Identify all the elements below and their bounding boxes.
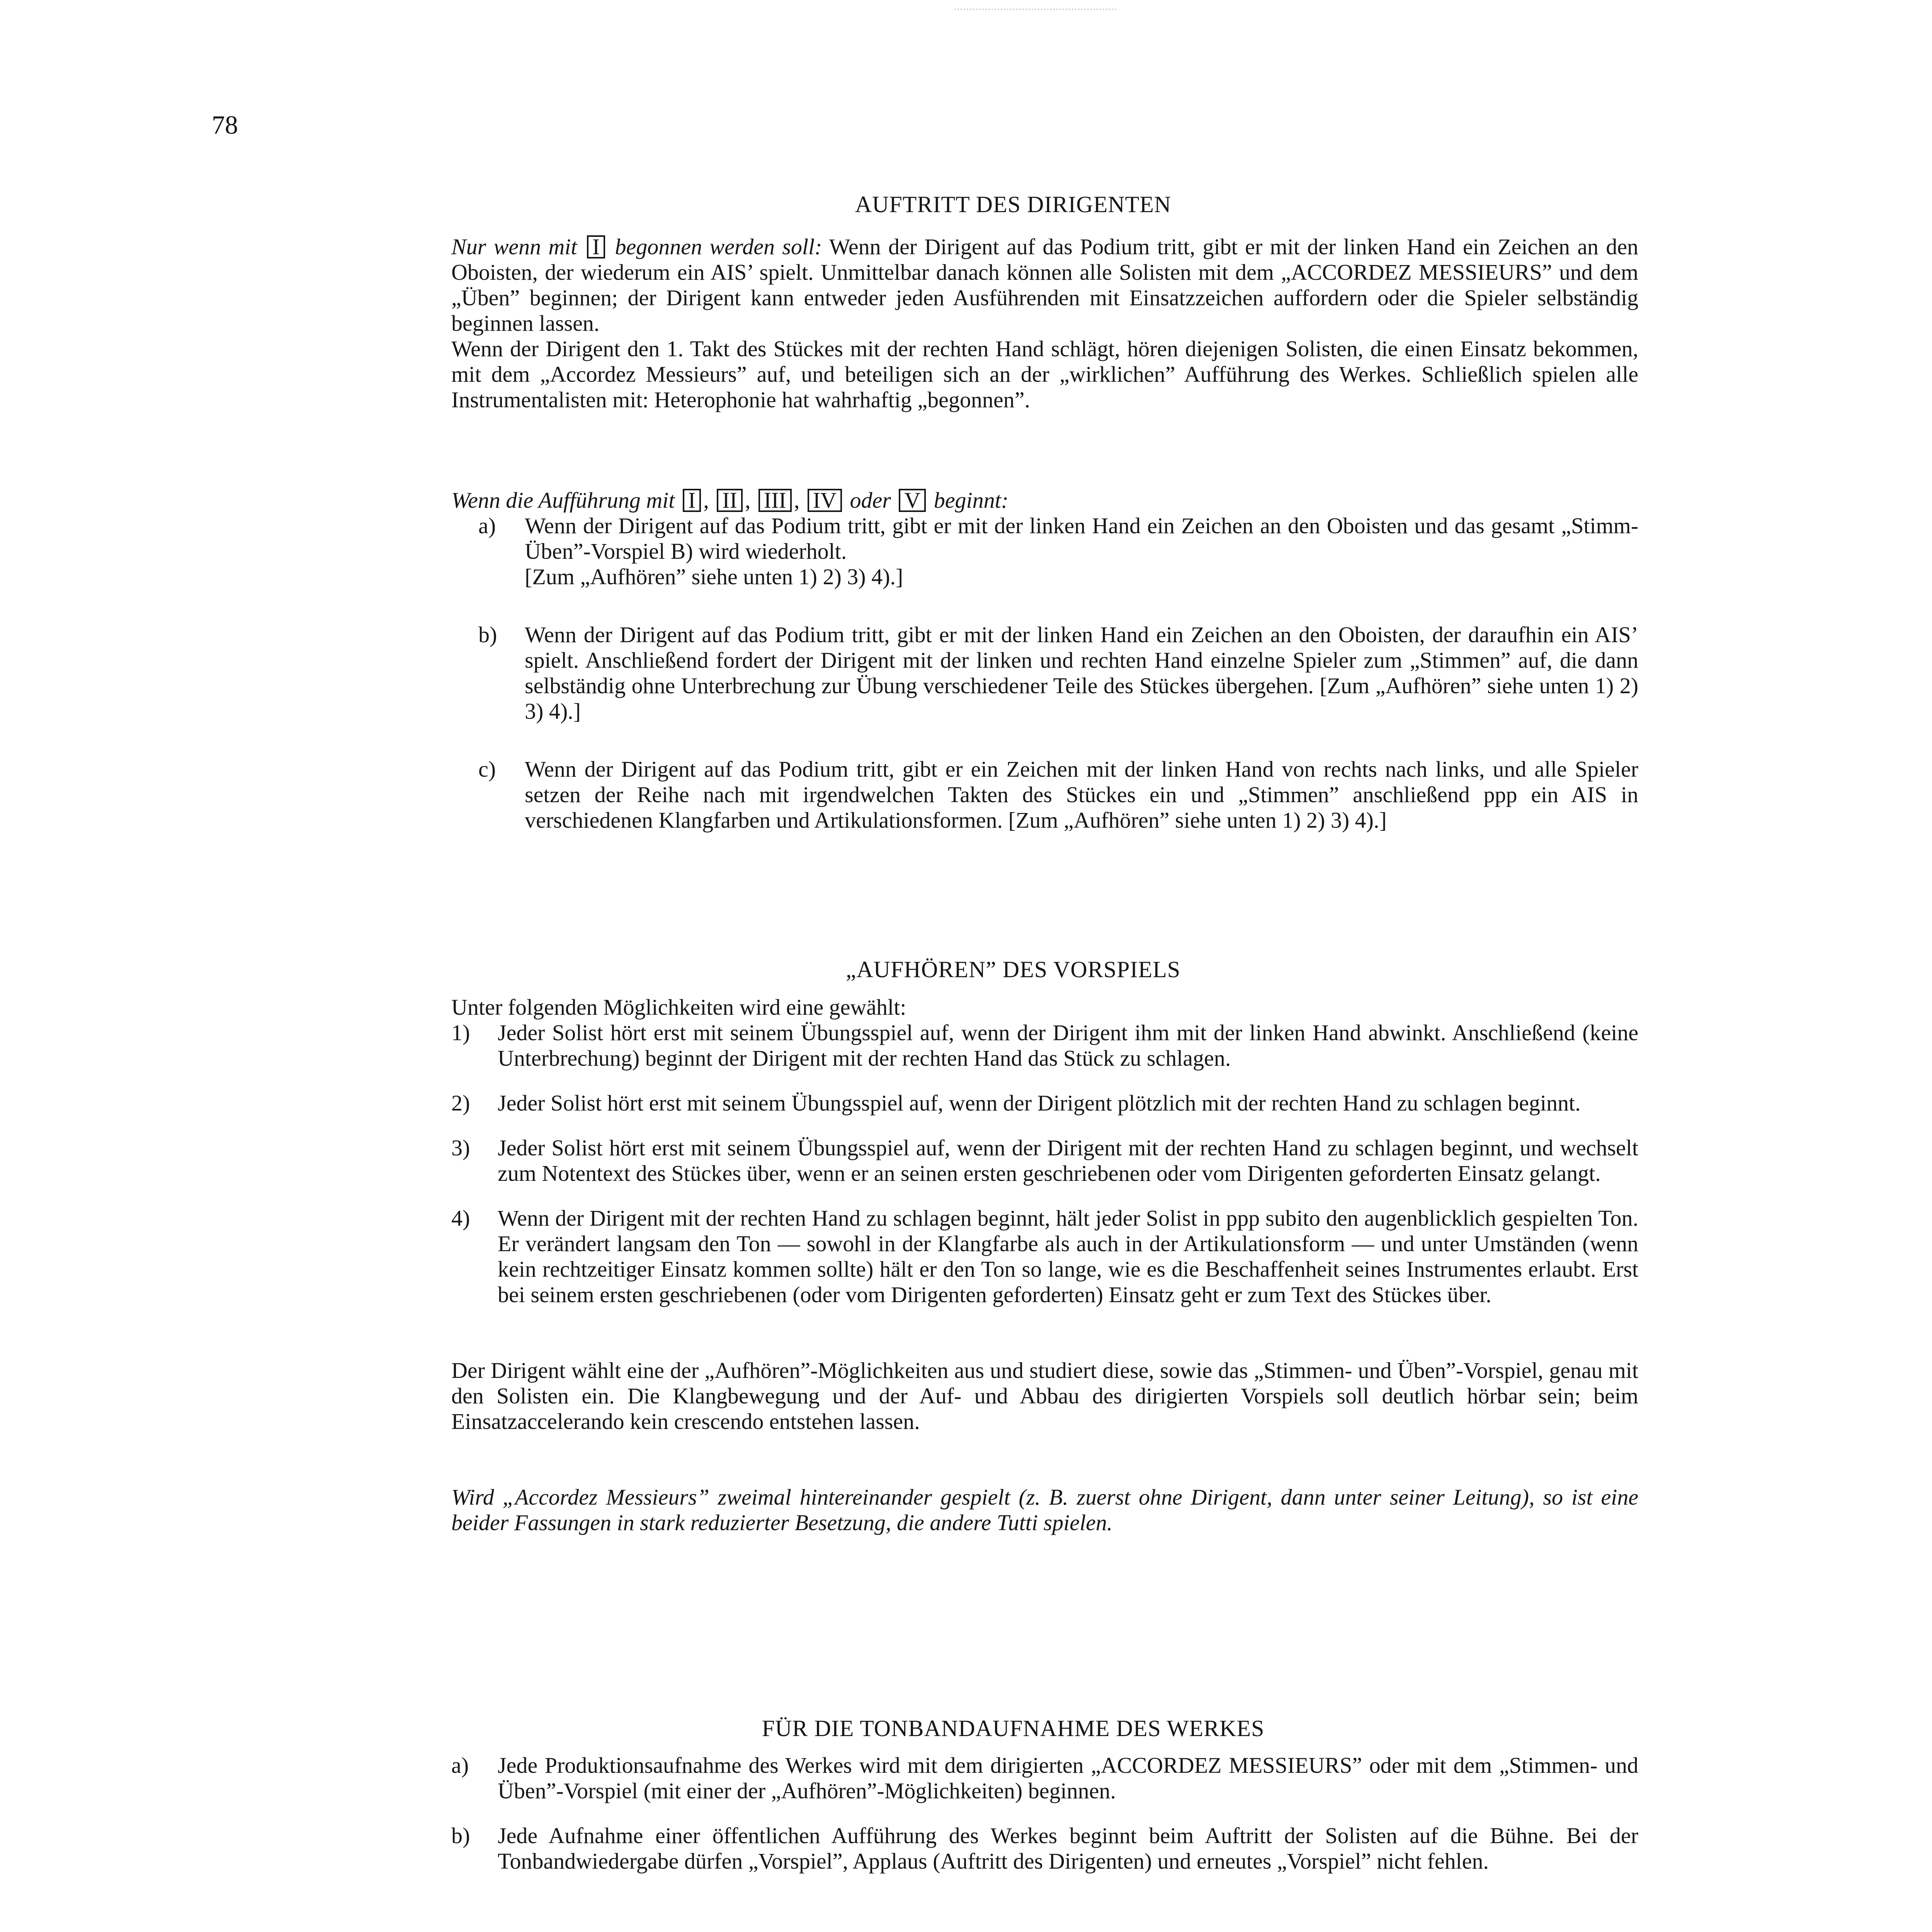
auffuehrung-lead [451,488,1638,513]
section-tonband [451,1753,1638,1874]
lead-italic-a: Nur wenn mit [451,234,577,259]
heading-aufhoeren: „AUFHÖREN” DES VORSPIELS [845,957,1181,982]
movement-box-I: I [587,235,605,259]
auftritt-text: Wenn der Dirigent auf das Podium tritt, gibt er mit der linken Hand ein Zeichen an den Oboisten, der wiederum ein AIS’ spielt. Unmittelbar danach können alle Solisten mit dem „ACCORDEZ MESSIEURS” und dem „Üben” beginnen; der Dirigent kann entweder jeden Ausführenden mit Einsatzzeichen auffordern oder die Spieler selbständig beginnen lassen. [451,234,1639,336]
page-number: 78 [212,110,238,139]
auftritt-paragraph-2: Wenn der Dirigent den 1. Takt des Stückes mit der rechten Hand schlägt, hören diejenigen Solisten, die einen Einsatz bekommen, mit dem „Accordez Messieurs” auf, und beteiligen sich an der „wirklichen” Aufführung des Werkes. Schließlich spielen alle Instrumentalisten mit: Heterophonie hat wahrhaftig „begonnen”. [451,336,1638,412]
list-label: a) [451,1753,469,1778]
list-label: a) [478,513,496,538]
heading-auftritt: AUFTRITT DES DIRIGENTEN [855,192,1172,217]
separator: , [794,488,800,513]
list-label: 4) [451,1206,470,1231]
lead-italic-b: begonnen werden soll: [615,234,822,259]
list-text: Jede Produktionsaufnahme des Werkes wird mit dem dirigierten „ACCORDEZ MESSIEURS” oder mit dem „Stimmen- und Üben”-Vorspiel (mit einer der „Aufhören”-Möglichkeiten) beginnen. [498,1753,1638,1803]
italic-note: Wird „Accordez Messieurs” zweimal hintereinander gespielt (z. B. zuerst ohne Dirigent, dann unter seiner Leitung), so ist eine beider Fassungen in stark reduzierter Besetzung, die andere Tutti spielen. [451,1485,1638,1535]
list-label: 1) [451,1020,470,1045]
list-item-3 [451,1135,1638,1186]
separator: , [745,488,751,513]
list-label: c) [478,757,496,782]
list-item-a [451,1753,1638,1804]
lead-italic-a: Wenn die Aufführung mit [451,488,675,513]
list-item-4 [451,1206,1638,1308]
list-label: 2) [451,1090,470,1116]
dirigent-paragraph: Der Dirigent wählt eine der „Aufhören”-Möglichkeiten aus und studiert diese, sowie das „Stimmen- und Üben”-Vorspiel, genau mit den Solisten ein. Die Klangbewegung und der Auf- und Abbau des dirigierten Vorspiels soll deutlich hörbar sein; beim Einsatzaccelerando kein crescendo entstehen lassen. [451,1358,1638,1434]
list-text-2: [Zum „Aufhören” siehe unten 1) 2) 3) 4).] [525,564,903,589]
movement-box-III: III [759,489,792,512]
list-item-2 [451,1090,1638,1116]
oder-word: oder [850,488,891,513]
separator: , [703,488,709,513]
list-item-a [451,513,1638,590]
list-text: Jeder Solist hört erst mit seinem Übungsspiel auf, wenn der Dirigent plötzlich mit der rechten Hand zu schlagen beginnt. [498,1090,1581,1116]
list-item-b [451,622,1638,724]
lead-italic-b: beginnt: [934,488,1009,513]
list-text: Jeder Solist hört erst mit seinem Übungsspiel auf, wenn der Dirigent mit der rechten Hand zu schlagen beginnt, und wechselt zum Notentext des Stückes über, wenn er an seinen ersten geschriebenen oder vom Dirigenten geforderten Einsatz gelangt. [498,1135,1638,1186]
aufhoeren-intro: Unter folgenden Möglichkeiten wird eine gewählt: [451,995,906,1020]
list-text: Wenn der Dirigent auf das Podium tritt, gibt er mit der linken Hand ein Zeichen an den Oboisten und das gesamt „Stimm-Üben”-Vorspiel B) wird wiederholt. [525,513,1638,564]
movement-box-I: I [683,489,701,512]
section-auftritt [451,234,1638,413]
list-text: Wenn der Dirigent mit der rechten Hand zu schlagen beginnt, hält jeder Solist in ppp subito den augenblicklich gespielten Ton. Er verändert langsam den Ton — sowohl in der Klangfarbe als auch in der Artikulationsform — und unter Umständen (wenn kein rechtzeitiger Einsatz kommen sollte) hält er den Ton so lange, wie es die Beschaffenheit seines Instrumentes erlaubt. Erst bei seinem ersten geschriebenen (oder vom Dirigenten geforderten) Einsatz geht er zum Text des Stückes über. [498,1206,1638,1307]
section-aufhoeren [451,995,1638,1536]
list-text: Jeder Solist hört erst mit seinem Übungsspiel auf, wenn der Dirigent ihm mit der linken Hand abwinkt. Anschließend (keine Unterbrechung) beginnt der Dirigent mit der rechten Hand das Stück zu schlagen. [498,1020,1638,1071]
list-label: b) [451,1823,470,1848]
list-item-c [451,757,1638,833]
list-label: b) [478,622,497,647]
list-item-b [451,1823,1638,1874]
auftritt-paragraph [451,234,1638,336]
list-text: Jede Aufnahme einer öffentlichen Aufführung des Werkes beginnt beim Auftritt der Solisten auf die Bühne. Bei der Tonbandwiedergabe dürfen „Vorspiel”, Applaus (Auftritt des Dirigenten) und erneutes „Vorspiel” nicht fehlen. [498,1823,1638,1874]
movement-box-V: V [899,489,926,512]
movement-box-IV: IV [808,489,842,512]
scan-artifact [954,9,1117,12]
list-item-1 [451,1020,1638,1071]
heading-tonband: FÜR DIE TONBANDAUFNAHME DES WERKES [762,1716,1265,1741]
movement-box-II: II [717,489,743,512]
list-text: Wenn der Dirigent auf das Podium tritt, gibt er mit der linken Hand ein Zeichen an den Oboisten, der daraufhin ein AIS’ spielt. Anschließend fordert der Dirigent mit der linken und rechten Hand einzelne Spieler zum „Stimmen” auf, die dann selbständig ohne Unterbrechung zur Übung verschiedener Teile des Stückes übergehen. [Zum „Aufhören” siehe unten 1) 2) 3) 4).] [525,622,1638,724]
list-text: Wenn der Dirigent auf das Podium tritt, gibt er ein Zeichen mit der linken Hand von rechts nach links, und alle Spieler setzen der Reihe nach mit irgendwelchen Takten des Stückes ein und „Stimmen” anschließend ppp ein AIS in verschiedenen Klangfarben und Artikulationsformen. [Zum „Aufhören” siehe unten 1) 2) 3) 4).] [525,757,1638,833]
section-auffuehrung [451,488,1638,833]
list-label: 3) [451,1135,470,1160]
